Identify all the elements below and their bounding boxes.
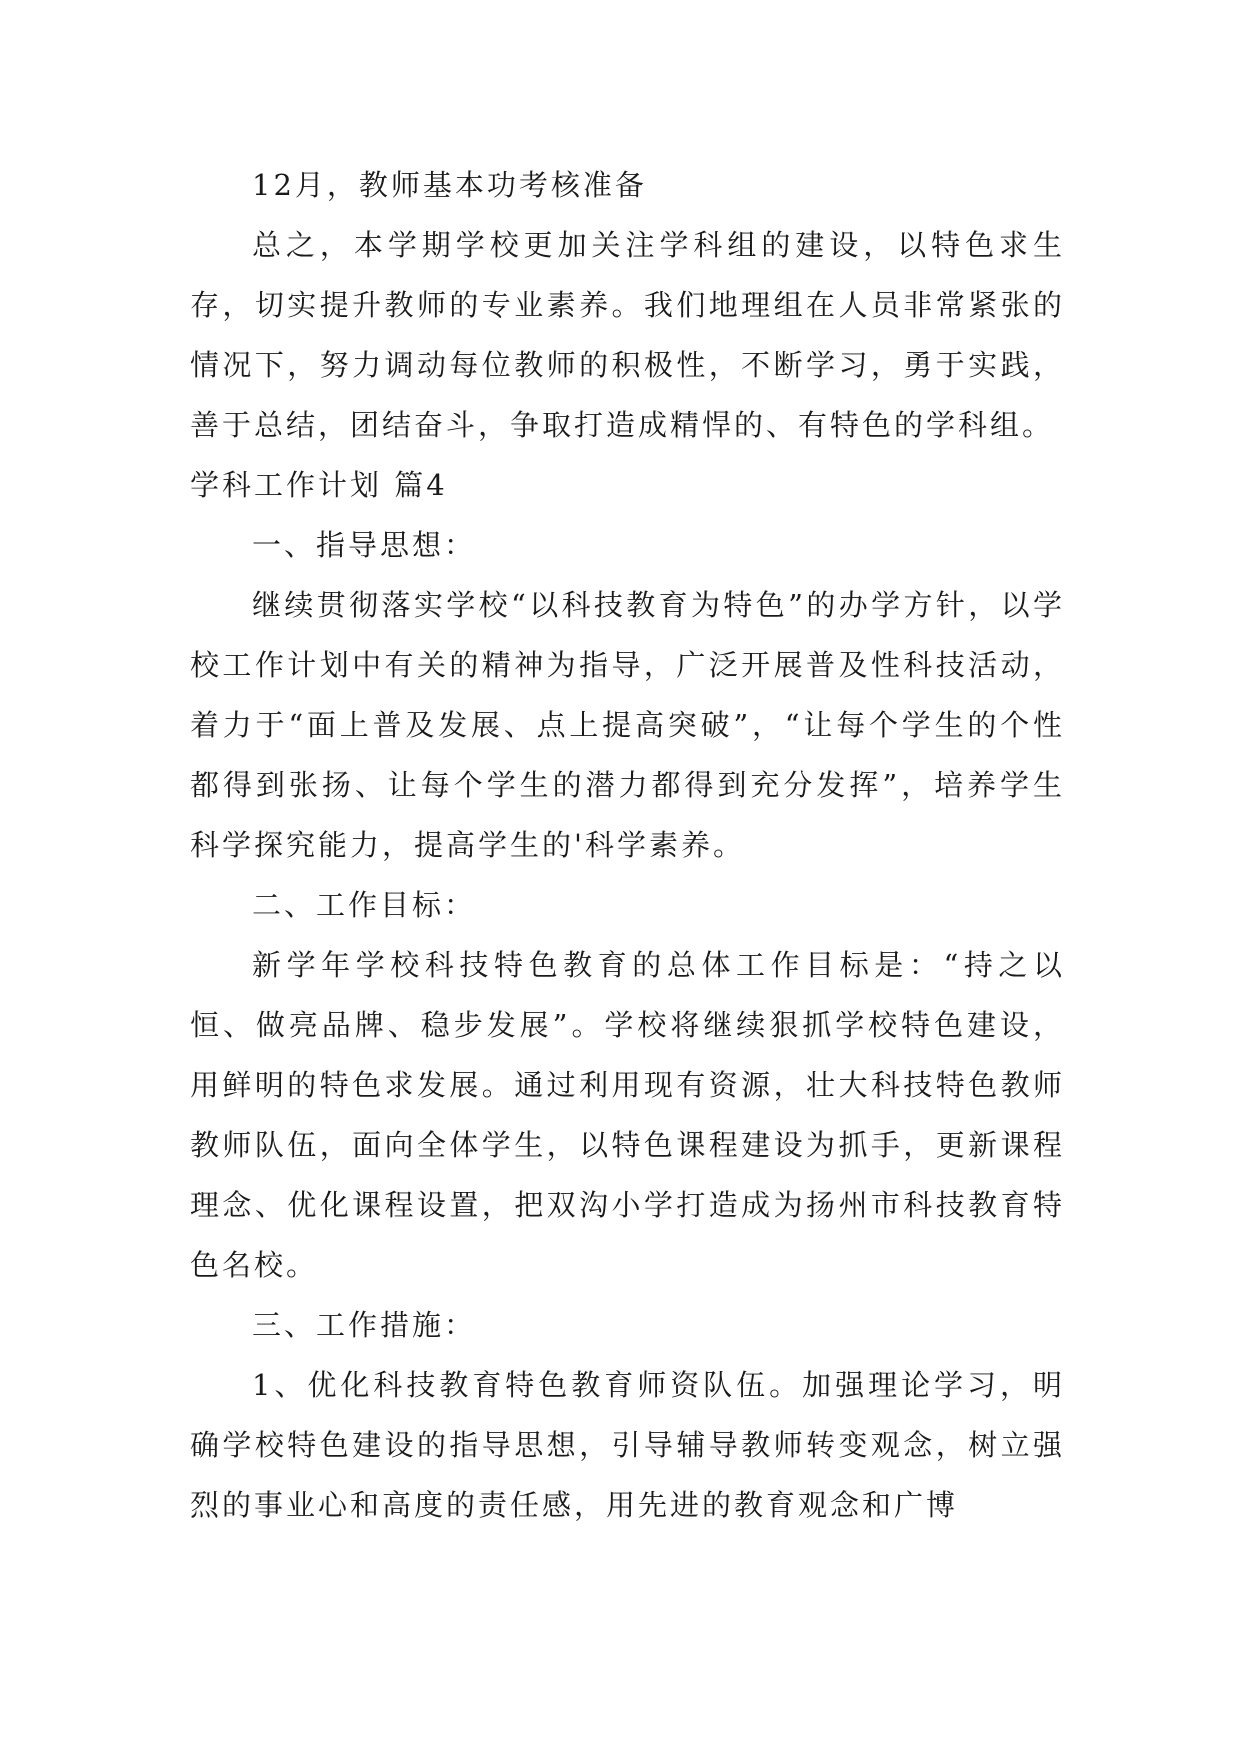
heading-work-measures: 三、工作措施： xyxy=(252,1308,477,1342)
paragraph-work-measures-1: 1、优化科技教育特色教育师资队伍。加强理论学习，明确学校特色建设的指导思想，引导辅导教师转变观念，树立强烈的事业心和高度的责任感，用先进的教育观念和广博 xyxy=(190,1368,1065,1522)
paragraph-guiding-ideology: 继续贯彻落实学校“以科技教育为特色”的办学方针，以学校工作计划中有关的精神为指导，广泛开展普及性科技活动，着力于“面上普及发展、点上提高突破”，“让每个学生的个性都得到张扬、让每个学生的潜力都得到充分发挥”，培养学生科学探究能力，提高学生的'科学素养。 xyxy=(190,588,1065,862)
heading-work-goals: 二、工作目标： xyxy=(252,888,477,922)
paragraph-summary: 总之，本学期学校更加关注学科组的建设，以特色求生存，切实提升教师的专业素养。我们地理组在人员非常紧张的情况下，努力调动每位教师的积极性，不断学习，勇于实践，善于总结，团结奋斗，争取打造成精悍的、有特色的学科组。 xyxy=(190,228,1065,442)
paragraph-exam-prep: 12月，教师基本功考核准备 xyxy=(252,168,647,202)
section-title: 学科工作计划 篇4 xyxy=(190,468,448,502)
document-body xyxy=(190,155,1065,1535)
heading-guiding-ideology: 一、指导思想： xyxy=(252,528,477,562)
paragraph-work-goals: 新学年学校科技特色教育的总体工作目标是：“持之以恒、做亮品牌、稳步发展”。学校将继续狠抓学校特色建设，用鲜明的特色求发展。通过利用现有资源，壮大科技特色教师教师队伍，面向全体学生，以特色课程建设为抓手，更新课程理念、优化课程设置，把双沟小学打造成为扬州市科技教育特色名校。 xyxy=(190,948,1065,1282)
